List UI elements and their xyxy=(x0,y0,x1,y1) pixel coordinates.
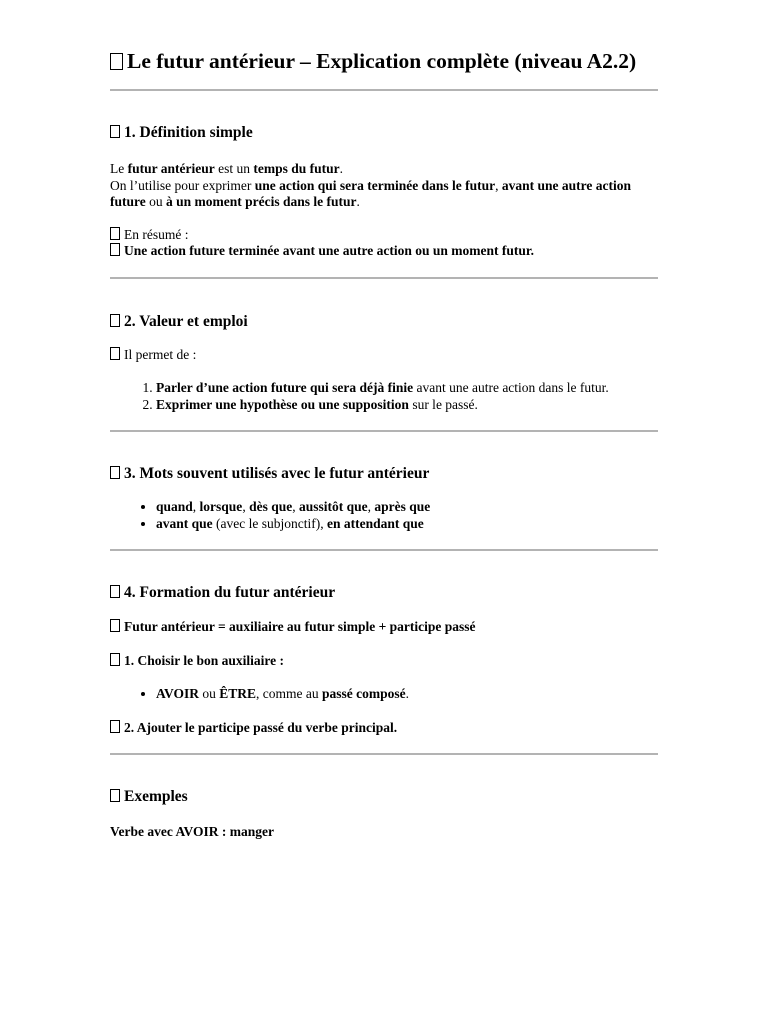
list-item xyxy=(156,516,658,533)
text-run: aussitôt que xyxy=(298,499,368,514)
text-run: (avec le subjonctif), xyxy=(212,515,327,531)
list-item xyxy=(156,499,658,516)
missing-glyph-icon xyxy=(110,314,120,327)
section-divider xyxy=(110,277,658,279)
section-2-intro-text: Il permet de : xyxy=(124,346,197,362)
text-run: passé composé xyxy=(322,686,406,701)
text-run: avant une autre action future xyxy=(110,177,631,209)
text-run: avant une autre action dans le futur. xyxy=(413,380,609,395)
summary-label xyxy=(110,227,658,244)
text-run: . xyxy=(405,686,409,701)
text-run: , xyxy=(292,499,299,514)
text-run: . xyxy=(339,161,344,176)
text-run: ou xyxy=(145,194,166,209)
summary-label-text: En résumé : xyxy=(124,226,189,242)
text-run: ÊTRE xyxy=(219,686,257,701)
section-3-heading-text: 3. Mots souvent utilisés avec le futur antérieur xyxy=(124,465,430,482)
section-1-heading xyxy=(110,123,658,143)
formation-step-1 xyxy=(110,653,658,670)
text-run: sur le passé. xyxy=(408,396,478,412)
missing-glyph-icon xyxy=(110,466,120,479)
section-2-heading xyxy=(110,312,658,332)
section-divider xyxy=(110,89,658,91)
text-run: dès que xyxy=(249,499,293,514)
usage-list xyxy=(110,380,658,413)
document-title xyxy=(110,48,658,74)
text-run: à un moment précis dans le futur xyxy=(166,194,357,209)
text-run: est un xyxy=(214,161,254,176)
formation-formula-text: Futur antérieur = auxiliaire au futur simple + participe passé xyxy=(124,619,476,634)
text-run: Le xyxy=(110,161,128,176)
formation-step-2-text: 2. Ajouter le participe passé du verbe principal. xyxy=(124,719,398,735)
section-4-heading xyxy=(110,583,658,603)
text-run: futur antérieur xyxy=(127,161,215,176)
text-run: On l’utilise pour exprimer xyxy=(110,177,255,193)
text-run: Parler d’une action future qui sera déjà finie xyxy=(156,380,414,395)
text-run: ou xyxy=(199,686,220,701)
text-run: , xyxy=(192,499,200,514)
document-content xyxy=(110,48,658,841)
text-run: quand xyxy=(156,499,193,514)
section-3-heading xyxy=(110,464,658,484)
summary-text-content: Une action future terminée avant une autre action ou un moment futur. xyxy=(124,243,534,258)
examples-heading-text: Exemples xyxy=(124,788,188,805)
text-run: , comme au xyxy=(256,686,322,701)
missing-glyph-icon xyxy=(110,347,120,360)
section-divider xyxy=(110,430,658,432)
text-run: . xyxy=(356,194,360,209)
text-run: une action qui sera terminée dans le futur xyxy=(254,177,496,193)
list-item xyxy=(156,686,658,703)
missing-glyph-icon xyxy=(110,653,120,666)
section-4-heading-text: 4. Formation du futur antérieur xyxy=(124,584,336,601)
missing-glyph-icon xyxy=(110,125,120,138)
list-item xyxy=(156,380,658,397)
text-run: , xyxy=(495,177,502,193)
text-run: , xyxy=(367,499,375,514)
list-item xyxy=(156,397,658,414)
keywords-list xyxy=(110,499,658,532)
text-run: avant que xyxy=(156,515,213,531)
missing-glyph-icon xyxy=(110,53,123,70)
missing-glyph-icon xyxy=(110,789,120,802)
missing-glyph-icon xyxy=(110,720,120,733)
missing-glyph-icon xyxy=(110,243,120,256)
text-run: Exprimer une hypothèse ou une supposition xyxy=(156,396,409,412)
summary-text xyxy=(110,243,658,260)
section-1-heading-text: 1. Définition simple xyxy=(124,124,253,141)
examples-heading xyxy=(110,787,658,807)
text-run: , xyxy=(242,499,250,514)
definition-line-1 xyxy=(110,161,658,178)
document-title-text: Le futur antérieur – Explication complète (niveau A2.2) xyxy=(127,49,637,73)
section-2-intro xyxy=(110,347,658,364)
missing-glyph-icon xyxy=(110,619,120,632)
section-divider xyxy=(110,549,658,551)
examples-subheading: Verbe avec AVOIR : manger xyxy=(110,824,274,839)
definition-line-2 xyxy=(110,178,658,211)
formation-step-2 xyxy=(110,720,658,737)
section-divider xyxy=(110,753,658,755)
text-run: après que xyxy=(374,499,431,514)
missing-glyph-icon xyxy=(110,585,120,598)
text-run: lorsque xyxy=(199,499,243,514)
section-2-heading-text: 2. Valeur et emploi xyxy=(124,312,248,330)
auxiliary-list xyxy=(110,686,658,703)
missing-glyph-icon xyxy=(110,227,120,240)
text-run: temps du futur xyxy=(253,161,340,176)
formation-formula xyxy=(110,619,658,636)
text-run: en attendant que xyxy=(326,515,424,531)
text-run: AVOIR xyxy=(156,686,199,701)
formation-step-1-text: 1. Choisir le bon auxiliaire : xyxy=(124,652,285,668)
